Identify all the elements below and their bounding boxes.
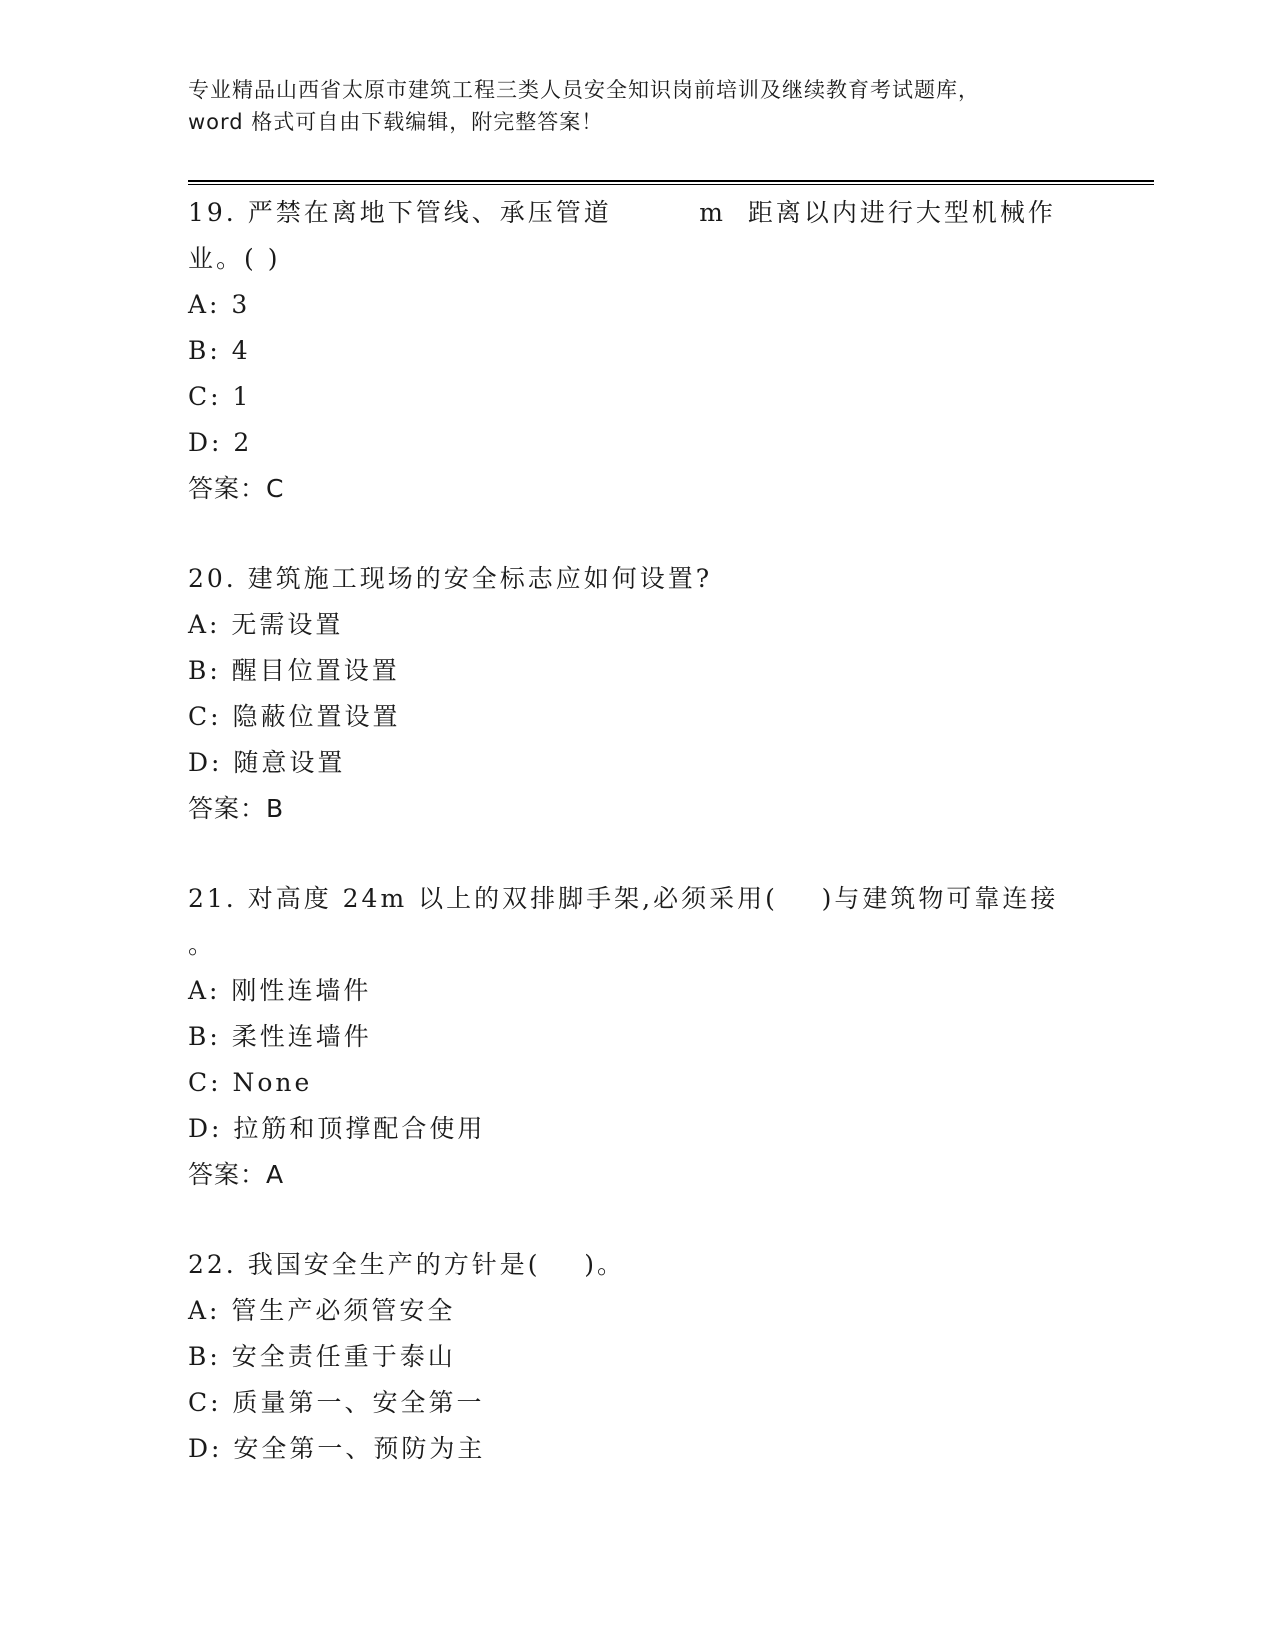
question-20 — [188, 556, 1088, 832]
question-21 — [188, 876, 1088, 1198]
option-a: A: 刚性连墙件 — [188, 976, 372, 1005]
question-stem: 20. 建筑施工现场的安全标志应如何设置? — [188, 564, 713, 593]
question-list — [188, 190, 1088, 1472]
option-d: D: 2 — [188, 428, 253, 457]
document-header — [188, 74, 1088, 138]
question-stem: 19. 严禁在离地下管线、承压管道 m 距离以内进行大型机械作 — [188, 198, 1056, 227]
option-a: A: 管生产必须管安全 — [188, 1296, 456, 1325]
answer-line: 答案：A — [188, 1160, 285, 1189]
option-d: D: 随意设置 — [188, 748, 346, 777]
question-19 — [188, 190, 1088, 512]
option-a: A: 3 — [188, 290, 251, 319]
answer-line: 答案：C — [188, 474, 285, 503]
option-d: D: 安全第一、预防为主 — [188, 1434, 486, 1463]
option-c: C: 质量第一、安全第一 — [188, 1388, 485, 1417]
option-d: D: 拉筋和顶撑配合使用 — [188, 1114, 486, 1143]
option-c: C: 1 — [188, 382, 252, 411]
question-stem: 21. 对高度 24m 以上的双排脚手架,必须采用( )与建筑物可靠连接 — [188, 884, 1059, 913]
question-stem-continued: 。 — [188, 930, 217, 959]
option-b: B: 醒目位置设置 — [188, 656, 400, 685]
question-stem-continued: 业。( ) — [188, 244, 281, 273]
header-line-1: 专业精品山西省太原市建筑工程三类人员安全知识岗前培训及继续教育考试题库， — [188, 78, 980, 102]
question-stem: 22. 我国安全生产的方针是( )。 — [188, 1250, 626, 1279]
option-c: C: 隐蔽位置设置 — [188, 702, 401, 731]
option-b: B: 4 — [188, 336, 251, 365]
header-rule-thick — [188, 180, 1154, 182]
header-line-2: word 格式可自由下载编辑，附完整答案！ — [188, 110, 604, 134]
question-22 — [188, 1242, 1088, 1472]
option-b: B: 柔性连墙件 — [188, 1022, 372, 1051]
option-c: C: None — [188, 1068, 313, 1097]
header-rule-thin — [188, 184, 1154, 185]
option-a: A: 无需设置 — [188, 610, 344, 639]
option-b: B: 安全责任重于泰山 — [188, 1342, 456, 1371]
answer-line: 答案：B — [188, 794, 285, 823]
